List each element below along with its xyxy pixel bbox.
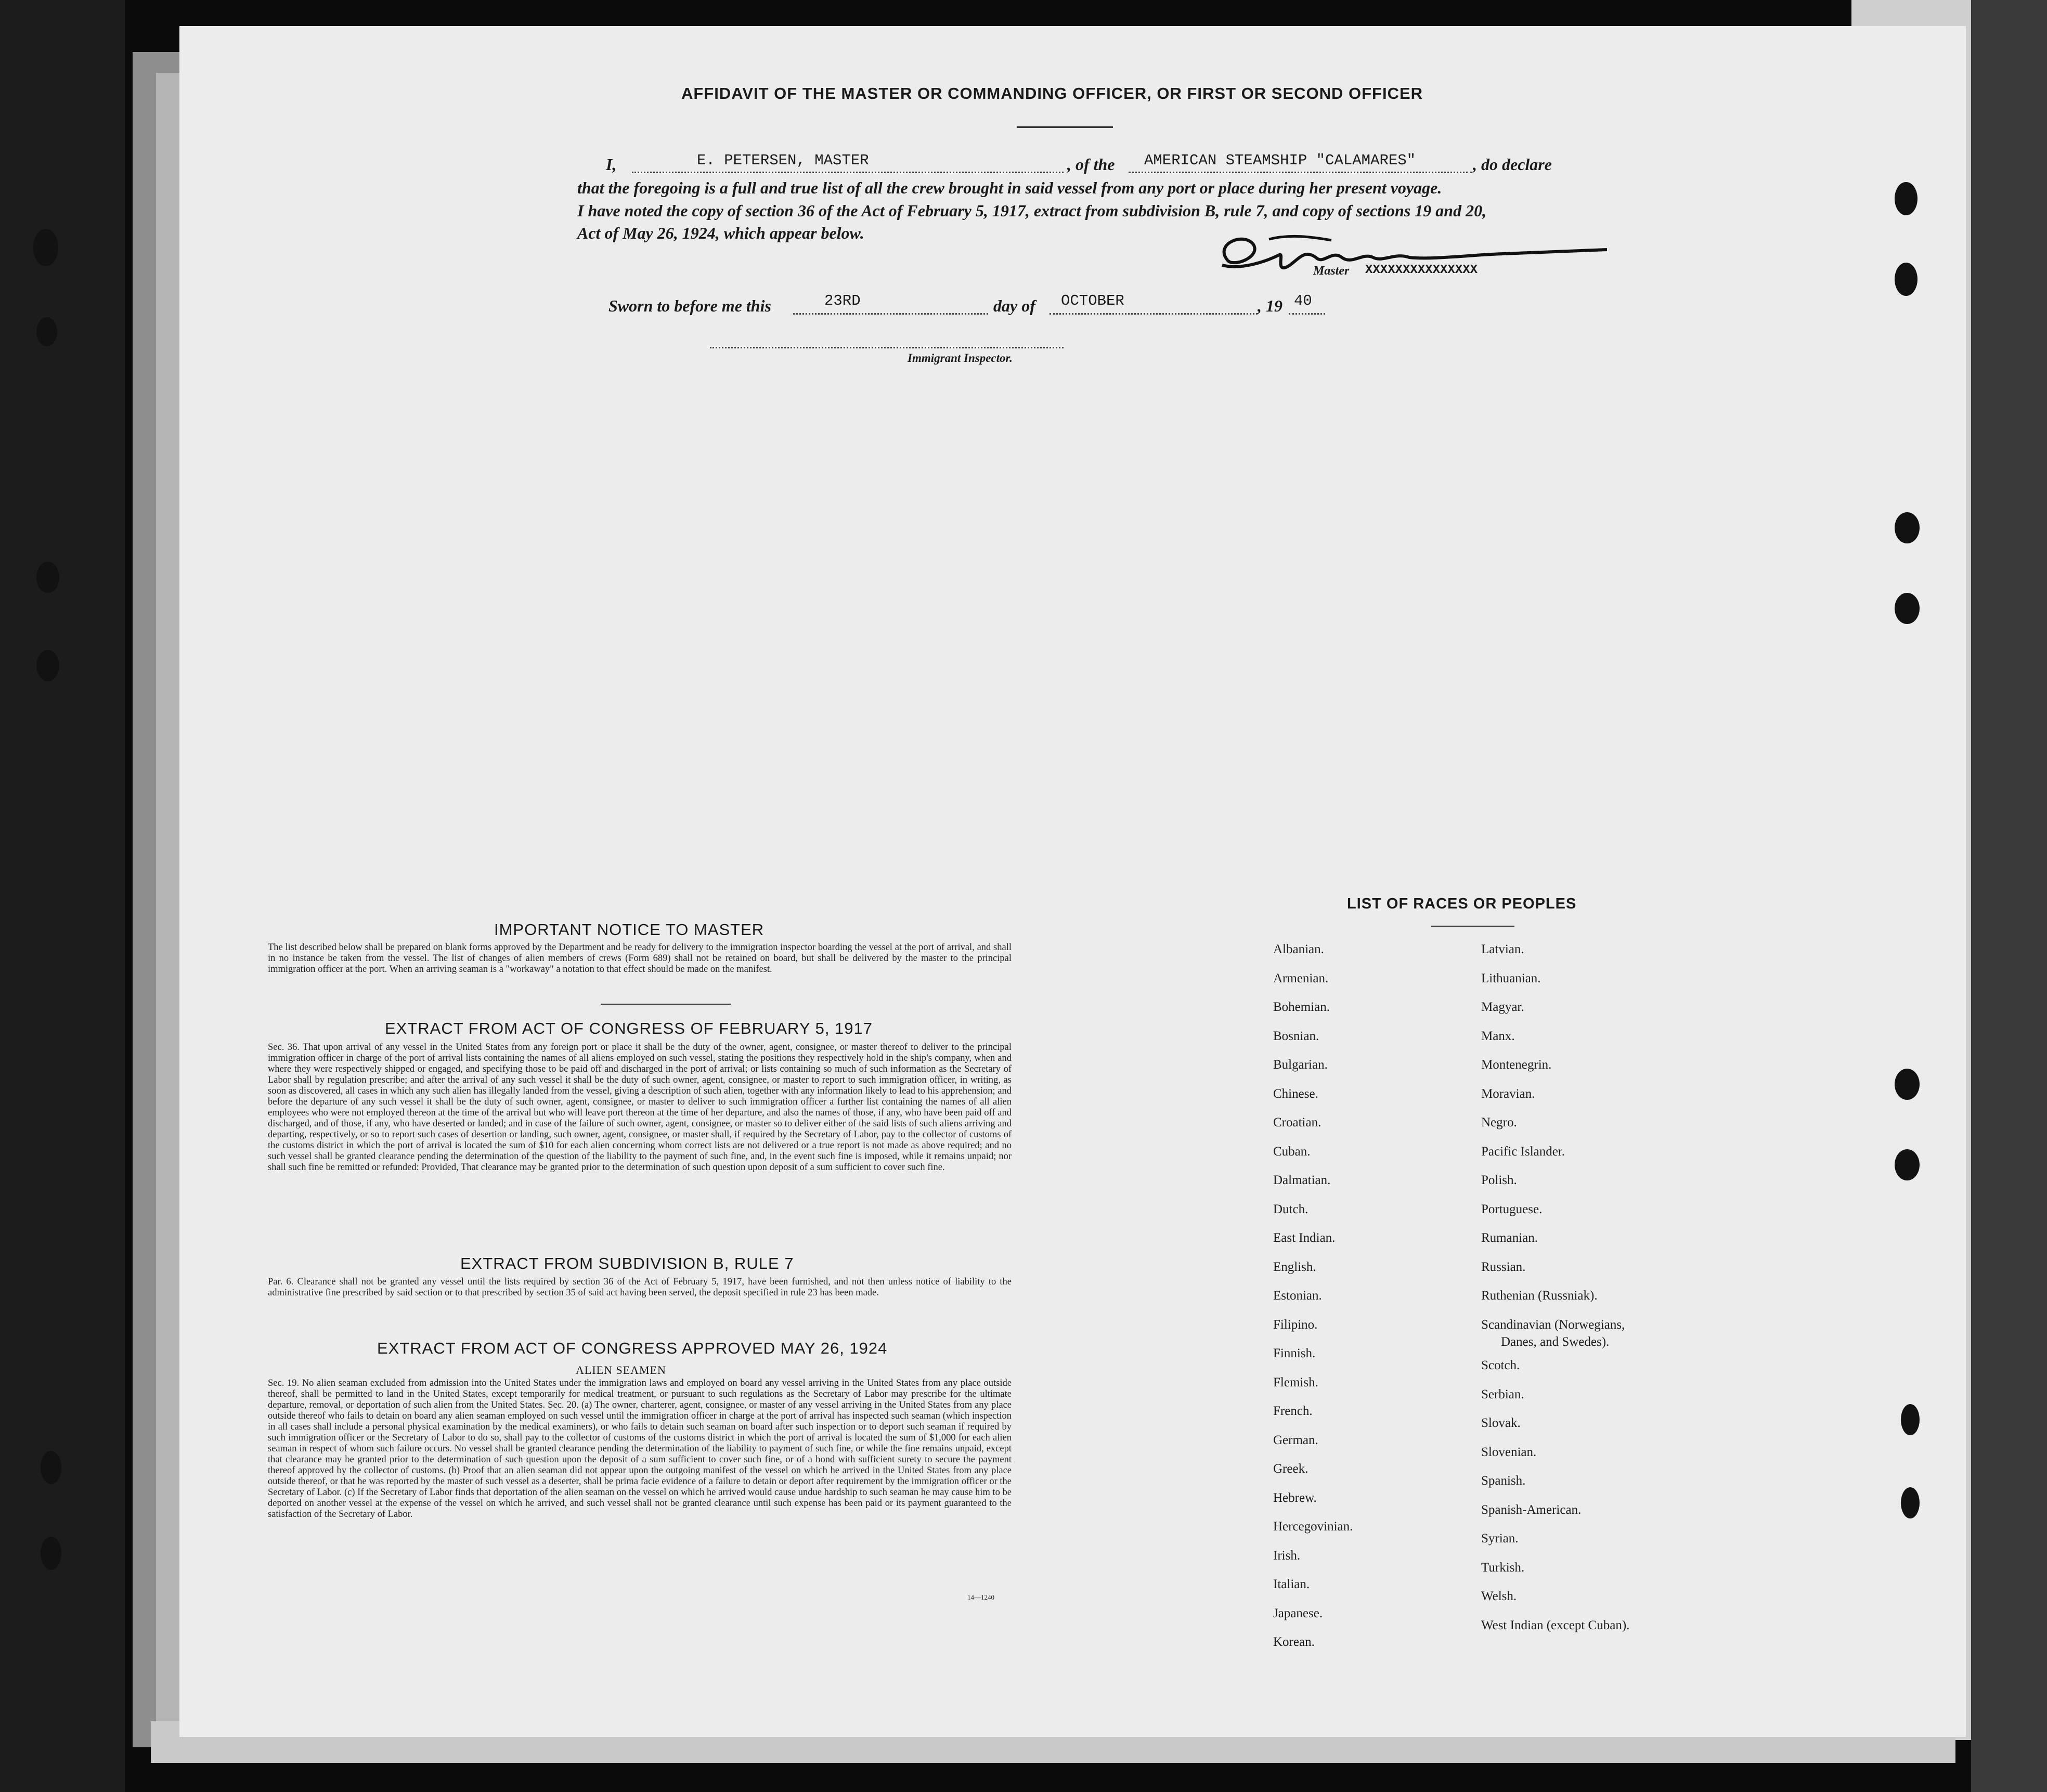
- extract-1917-text: Sec. 36. That upon arrival of any vessel in the United States from any foreign port or place it shall be the duty of the owner, agent, consignee, or master thereof to deliver to the principal immigration officer in charge of the port of arrival lists containing the names of all aliens employed on such vessel, stating the positions they respectively hold in the ship's company, when and where they were respectively shipped or engaged, and specifying those to be paid off and discharged in the port of arrival; or lists containing so much of such information as the Secretary of Labor shall by regulation prescribe; and after the arrival of any such vessel it shall be the duty of such owner, agent, consignee, or master to report to such immigration officer, in writing, as soon as discovered, all cases in which any such alien has illegally landed from the vessel, giving a description of such alien, together with any information likely to lead to his apprehension; and before the departure of any such vessel it shall be the duty of such owner, agent, consignee, or master to deliver to such immigration officer a further list containing the names of all alien employees who were not employed thereon at the time of the arrival but who will leave port thereon at the time of her departure, and also the names of those, if any, who have been paid off and discharged, and of those, if any, who have deserted or landed; and in case of the failure of such owner, agent, consignee, or master so to deliver either of the said lists of such aliens arriving and departing, respectively, or so to report such cases of desertion or landing, such owner, agent, consignee, or master shall, if required by the Secretary of Labor, pay to the collector of customs of the customs district in which the port of arrival is located the sum of $10 for each alien concerning whom correct lists are not delivered or a true report is not made as above required; and no such vessel shall be granted clearance pending the determination of the question of the liability to the payment of such fine, and, in the event such fine is imposed, while it remains unpaid; nor shall such fine be remitted or refunded: Provided, That clearance may be granted prior to the determination of such question upon deposit of a sum sufficient to cover such fine.: [268, 1042, 1012, 1173]
- day-field-line: [793, 313, 988, 315]
- year-field-line: [1289, 313, 1325, 315]
- extract-1924-title: EXTRACT FROM ACT OF CONGRESS APPROVED MAY 26, 1924: [377, 1339, 888, 1357]
- punch-hole: [36, 562, 59, 593]
- master-label: Master: [1313, 264, 1350, 278]
- race-item: Pacific Islander.: [1481, 1144, 1565, 1159]
- race-item: East Indian.: [1273, 1231, 1336, 1245]
- affidavit-title: AFFIDAVIT OF THE MASTER OR COMMANDING OFFICER, OR FIRST OR SECOND OFFICER: [681, 84, 1423, 102]
- race-item: Moravian.: [1481, 1086, 1535, 1101]
- races-title-divider: [1431, 926, 1514, 927]
- race-item: Manx.: [1481, 1029, 1515, 1043]
- form-number: 14—1240: [967, 1593, 994, 1601]
- race-item: Syrian.: [1481, 1531, 1519, 1546]
- notice-text: The list described below shall be prepared on blank forms approved by the Department and be ready for delivery to the immigration inspector boarding the vessel at the port of arrival, and shall in no instance be taken from the vessel. The list of changes of alien members of crews (Form 689) shall not be retained on board, but shall be delivered by the master to the principal immigration officer at the port. When an arriving seaman is a "workaway" a notation to that effect should be made on the manifest.: [268, 942, 1012, 975]
- master-name-value: E. PETERSEN, MASTER: [697, 152, 869, 169]
- race-item: Latvian.: [1481, 942, 1524, 956]
- punch-hole: [41, 1537, 61, 1570]
- race-item: Hercegovinian.: [1273, 1520, 1353, 1534]
- race-item: Magyar.: [1481, 1000, 1524, 1014]
- race-item: Bulgarian.: [1273, 1058, 1328, 1072]
- race-item: Flemish.: [1273, 1375, 1318, 1390]
- race-item: Italian.: [1273, 1577, 1310, 1591]
- race-item: Greek.: [1273, 1462, 1308, 1476]
- of-the-label: , of the: [1067, 155, 1115, 174]
- race-item: French.: [1273, 1404, 1313, 1418]
- punch-hole: [1895, 593, 1920, 624]
- punch-hole: [1895, 263, 1918, 296]
- subdivision-b-title: EXTRACT FROM SUBDIVISION B, RULE 7: [460, 1254, 794, 1272]
- section-divider: [601, 1004, 731, 1005]
- race-item: Lithuanian.: [1481, 971, 1541, 985]
- race-item: Russian.: [1481, 1259, 1526, 1274]
- notice-title: IMPORTANT NOTICE TO MASTER: [494, 920, 765, 939]
- race-item: Chinese.: [1273, 1086, 1318, 1101]
- punch-hole: [1895, 182, 1918, 215]
- sworn-day-value: 23RD: [824, 292, 861, 309]
- sworn-month-value: OCTOBER: [1061, 292, 1124, 309]
- race-item: Armenian.: [1273, 971, 1329, 985]
- race-item: Negro.: [1481, 1115, 1517, 1129]
- race-item: Slovak.: [1481, 1416, 1521, 1430]
- year-prefix: , 19: [1258, 296, 1282, 315]
- day-of-label: day of: [993, 296, 1035, 315]
- vessel-field-line: [1129, 172, 1472, 173]
- race-item: Welsh.: [1481, 1589, 1517, 1603]
- race-item: Hebrew.: [1273, 1490, 1317, 1505]
- declare-label: , do declare: [1473, 155, 1552, 174]
- race-item: English.: [1273, 1259, 1316, 1274]
- race-item: Bosnian.: [1273, 1029, 1319, 1043]
- affidavit-i-label: I,: [606, 155, 617, 174]
- race-item: Japanese.: [1273, 1606, 1323, 1620]
- binder-background: [1971, 0, 2047, 1792]
- race-item: Dutch.: [1273, 1202, 1308, 1216]
- race-item: German.: [1273, 1433, 1318, 1447]
- binder-background: [0, 0, 125, 1792]
- race-item: Estonian.: [1273, 1289, 1322, 1303]
- race-item: Turkish.: [1481, 1560, 1525, 1575]
- struck-out-title: XXXXXXXXXXXXXXX: [1365, 263, 1478, 277]
- race-item: Ruthenian (Russniak).: [1481, 1289, 1598, 1303]
- race-item: Bohemian.: [1273, 1000, 1330, 1014]
- punch-hole: [36, 650, 59, 681]
- race-item: Dalmatian.: [1273, 1173, 1331, 1187]
- month-field-line: [1050, 313, 1258, 315]
- punch-hole: [33, 229, 58, 266]
- race-item: Polish.: [1481, 1173, 1517, 1187]
- punch-hole: [36, 317, 57, 346]
- race-item: Scotch.: [1481, 1358, 1520, 1372]
- race-item: Irish.: [1273, 1548, 1301, 1563]
- extract-1924-text: Sec. 19. No alien seaman excluded from admission into the United States under the immigration laws and employed on board any vessel arriving in the United States from any place outside thereof, shall be permitted to land in the United States, except temporarily for medical treatment, or pursuant to such regulations as the Secretary of Labor may prescribe for the ultimate departure, removal, or deportation of such alien from the United States. Sec. 20. (a) The owner, charterer, agent, consignee, or master of any vessel arriving in the United States from any place outside thereof who fails to detain on board any alien seaman employed on such vessel until the immigration officer in charge at the port of arrival has inspected such seaman (which inspection in all cases shall include a personal physical examination by the medical examiners), or who fails to detain such seaman on board after such inspection or to deport such seaman if required by such immigration officer or the Secretary of Labor to do so, shall pay to the collector of customs of the customs district in which the port of arrival is located the sum of $1,000 for each alien seaman in respect of whom such failure occurs. No vessel shall be granted clearance pending the determination of the liability to payment of such fine, or while the fine remains unpaid, except that clearance may be granted prior to the determination of such question upon the deposit of a sum sufficient to cover such fine, or of a bond with sufficient surety to secure the payment thereof approved by the collector of customs. (b) Proof that an alien seaman did not appear upon the outgoing manifest of the vessel on which he arrived in the United States from any place outside thereof, or that he was reported by the master of such vessel as a deserter, shall be prima facie evidence of a failure to detain or deport after requirement by the immigration officer or the Secretary of Labor. (c) If the Secretary of Labor finds that deportation of the alien seaman on the vessel on which he arrived would cause undue hardship to such seaman he may cause him to be deported on another vessel at the expense of the vessel on which he arrived, and such vessel shall not be granted clearance until such expense has been paid or its payment guaranteed to the satisfaction of the Secretary of Labor.: [268, 1378, 1012, 1520]
- punch-hole: [1901, 1404, 1920, 1435]
- race-item: Serbian.: [1481, 1387, 1524, 1401]
- race-item: West Indian (except Cuban).: [1481, 1618, 1630, 1632]
- race-item: Korean.: [1273, 1635, 1315, 1649]
- race-item: Portuguese.: [1481, 1202, 1543, 1216]
- title-divider: [1017, 126, 1113, 128]
- affidavit-line-3: I have noted the copy of section 36 of the Act of February 5, 1917, extract from subdivision B, rule 7, and copy of sections 19 and 20,: [577, 201, 1487, 220]
- race-item: Scandinavian (Norwegians,: [1481, 1317, 1625, 1332]
- name-field-line: [632, 172, 1064, 173]
- race-item: Albanian.: [1273, 942, 1324, 956]
- punch-hole: [1895, 1069, 1920, 1100]
- extract-1917-title: EXTRACT FROM ACT OF CONGRESS OF FEBRUARY 5, 1917: [385, 1019, 873, 1037]
- punch-hole: [41, 1451, 61, 1484]
- race-item: Danes, and Swedes).: [1501, 1334, 1610, 1349]
- inspector-label: Immigrant Inspector.: [908, 352, 1013, 365]
- punch-hole: [1901, 1487, 1920, 1518]
- race-item: Montenegrin.: [1481, 1058, 1552, 1072]
- punch-hole: [1895, 512, 1920, 543]
- affidavit-line-4: Act of May 26, 1924, which appear below.: [577, 224, 864, 242]
- alien-seamen-subtitle: ALIEN SEAMEN: [576, 1364, 666, 1377]
- race-item: Spanish-American.: [1481, 1502, 1582, 1517]
- sworn-year-value: 40: [1294, 292, 1312, 309]
- sworn-label: Sworn to before me this: [608, 296, 771, 315]
- races-list-title: LIST OF RACES OR PEOPLES: [1347, 895, 1577, 912]
- race-item: Slovenian.: [1481, 1445, 1537, 1459]
- race-item: Croatian.: [1273, 1115, 1322, 1129]
- inspector-signature-line: [710, 347, 1064, 348]
- subdivision-b-text: Par. 6. Clearance shall not be granted any vessel until the lists required by section 36 of the Act of February 5, 1917, have been furnished, and not then unless notice of liability to the administrative fine prescribed by said section or to that prescribed by section 35 of said act having been served, the deposit specified in rule 23 has been made.: [268, 1277, 1012, 1298]
- punch-hole: [1895, 1149, 1920, 1180]
- race-item: Rumanian.: [1481, 1231, 1538, 1245]
- affidavit-line-2: that the foregoing is a full and true list of all the crew brought in said vessel from any port or place during her present voyage.: [577, 178, 1442, 197]
- master-signature: [1212, 229, 1612, 286]
- race-item: Cuban.: [1273, 1144, 1311, 1159]
- race-item: Finnish.: [1273, 1346, 1316, 1360]
- vessel-name-value: AMERICAN STEAMSHIP "CALAMARES": [1144, 152, 1416, 169]
- race-item: Filipino.: [1273, 1317, 1318, 1332]
- race-item: Spanish.: [1481, 1474, 1526, 1488]
